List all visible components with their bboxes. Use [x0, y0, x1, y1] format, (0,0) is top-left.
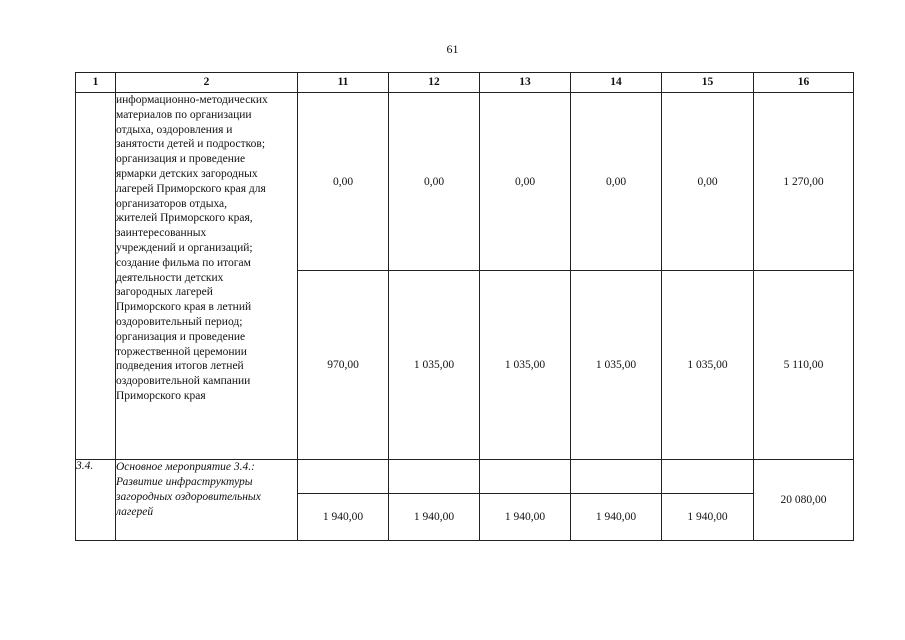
- description-line: лагерей: [116, 506, 154, 518]
- value-cell: 1 940,00: [298, 494, 389, 541]
- index-cell: [76, 93, 116, 460]
- description-line: деятельности детских: [116, 271, 224, 284]
- value-cell: 0,00: [389, 93, 480, 271]
- description-line: подведения итогов летней: [116, 360, 244, 373]
- empty-cell: [571, 460, 662, 494]
- description-line: отдыха, оздоровления и: [116, 123, 233, 136]
- description-line: лагерей Приморского края для: [116, 182, 266, 195]
- empty-cell: [480, 460, 571, 494]
- value-cell: 1 940,00: [662, 494, 754, 541]
- header-cell: 2: [116, 73, 298, 93]
- value-cell: 0,00: [298, 93, 389, 271]
- description-line: учреждений и организаций;: [116, 241, 253, 254]
- description-line: заинтересованных: [116, 227, 207, 240]
- value-cell: 1 035,00: [662, 271, 754, 460]
- value-cell: 1 035,00: [480, 271, 571, 460]
- header-cell: 1: [76, 73, 116, 93]
- empty-cell: [298, 460, 389, 494]
- value-cell: 1 940,00: [571, 494, 662, 541]
- description-line: Основное мероприятие 3.4.:: [116, 461, 255, 473]
- total-cell: 20 080,00: [754, 460, 854, 541]
- value-cell: 0,00: [662, 93, 754, 271]
- value-cell: 1 940,00: [480, 494, 571, 541]
- header-cell: 11: [298, 73, 389, 93]
- total-cell: 5 110,00: [754, 271, 854, 460]
- value-cell: 0,00: [571, 93, 662, 271]
- header-row: [76, 73, 854, 93]
- header-cell: 16: [754, 73, 854, 93]
- description-line: ярмарки детских загородных: [116, 167, 258, 180]
- page-number: 61: [446, 42, 459, 56]
- description-line: торжественной церемонии: [116, 345, 247, 358]
- description-line: жителей Приморского края,: [116, 212, 253, 225]
- empty-cell: [662, 460, 754, 494]
- description-cell: [116, 460, 298, 541]
- header-cell: 15: [662, 73, 754, 93]
- empty-cell: [389, 460, 480, 494]
- description-line: организаторов отдыха,: [116, 197, 228, 210]
- description-line: загородных оздоровительных: [116, 491, 261, 503]
- description-line: Приморского края: [116, 389, 206, 402]
- description-line: оздоровительной кампании: [116, 375, 251, 388]
- description-line: занятости детей и подростков;: [116, 138, 266, 151]
- description-line: загородных лагерей: [116, 286, 213, 299]
- value-cell: 0,00: [480, 93, 571, 271]
- total-cell: 1 270,00: [754, 93, 854, 271]
- description-line: организация и проведение: [116, 153, 246, 166]
- description-line: Развитие инфраструктуры: [116, 476, 253, 488]
- header-cell: 13: [480, 73, 571, 93]
- description-line: организация и проведение: [116, 330, 246, 343]
- index-cell: 3.4.: [76, 460, 116, 541]
- table-row: [76, 460, 854, 494]
- description-cell: [116, 93, 298, 460]
- table-row: [76, 93, 854, 271]
- value-cell: 1 940,00: [389, 494, 480, 541]
- description-line: оздоровительный период;: [116, 315, 243, 328]
- description-line: создание фильма по итогам: [116, 256, 251, 269]
- header-cell: 14: [571, 73, 662, 93]
- value-cell: 1 035,00: [389, 271, 480, 460]
- header-cell: 12: [389, 73, 480, 93]
- description-line: информационно-методических: [116, 94, 268, 106]
- description-line: материалов по организации: [116, 108, 252, 121]
- value-cell: 1 035,00: [571, 271, 662, 460]
- budget-table: [75, 72, 854, 541]
- value-cell: 970,00: [298, 271, 389, 460]
- description-line: Приморского края в летний: [116, 301, 252, 314]
